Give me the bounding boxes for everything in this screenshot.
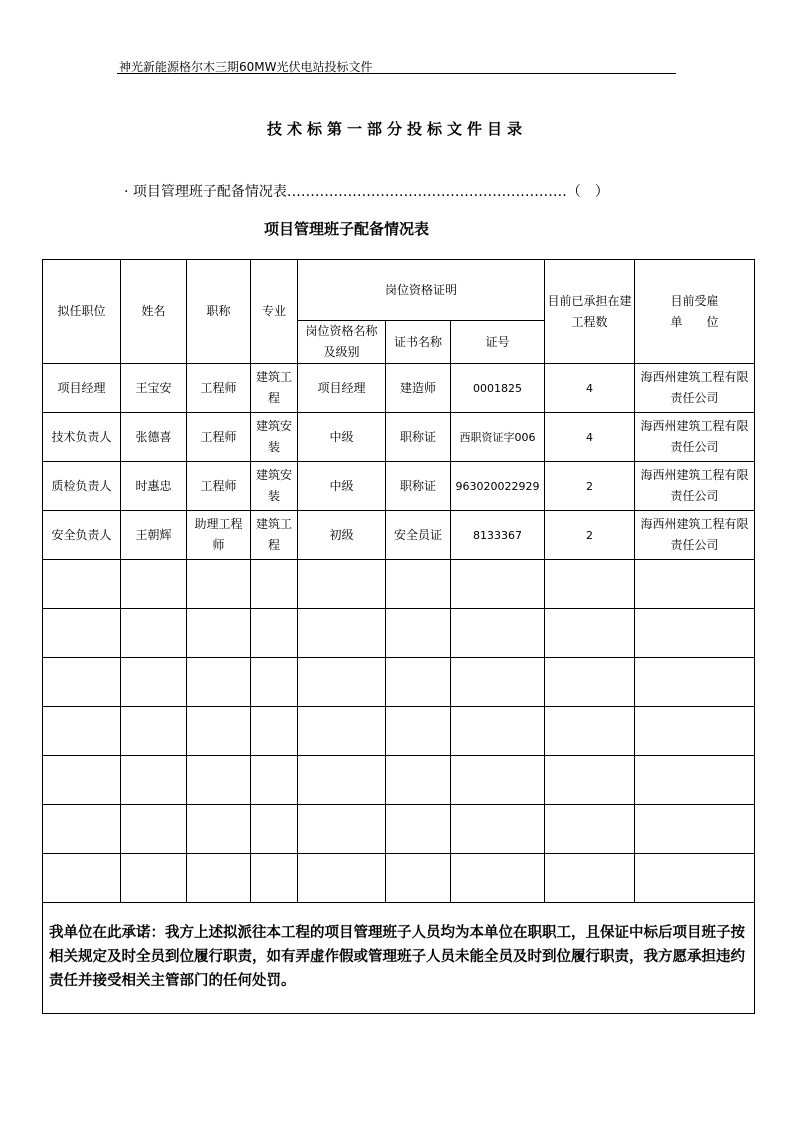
cell-name: 张德喜 [121,413,187,462]
header-rule [117,73,676,74]
cell-position: 质检负责人 [43,462,121,511]
cell-title: 工程师 [187,462,251,511]
cell-name: 时惠忠 [121,462,187,511]
cell-employer: 海西州建筑工程有限责任公司 [635,511,755,560]
cell-title: 工程师 [187,364,251,413]
document-header: 神光新能源格尔木三期60MW光伏电站投标文件 [119,60,373,74]
empty-row [43,854,755,903]
cell-employer: 海西州建筑工程有限责任公司 [635,413,755,462]
cell-name: 王宝安 [121,364,187,413]
promise-row [43,903,755,1014]
cell-position: 项目经理 [43,364,121,413]
table-row [43,364,755,413]
cell-projects: 4 [545,413,635,462]
table-row [43,462,755,511]
cell-cert-name: 建造师 [386,364,451,413]
empty-row [43,707,755,756]
cell-cert-no: 0001825 [451,364,545,413]
empty-row [43,805,755,854]
header-cert-no: 证号 [451,321,545,364]
cell-name: 王朝辉 [121,511,187,560]
header-name: 姓名 [121,260,187,364]
cell-title: 助理工程师 [187,511,251,560]
cell-major: 建筑工程 [251,511,298,560]
cell-qual-level: 中级 [298,462,386,511]
header-major: 专业 [251,260,298,364]
empty-row [43,658,755,707]
cell-cert-name: 安全员证 [386,511,451,560]
cell-qual-level: 初级 [298,511,386,560]
cell-title: 工程师 [187,413,251,462]
empty-row [43,560,755,609]
header-position: 拟任职位 [43,260,121,364]
empty-row [43,609,755,658]
toc-entry: · 项目管理班子配备情况表……………………………………………………（ ） [124,184,609,200]
document-title: 技术标第一部分投标文件目录 [266,120,527,138]
cell-qual-level: 中级 [298,413,386,462]
cell-cert-no: 963020022929 [451,462,545,511]
table-row [43,511,755,560]
cell-qual-level: 项目经理 [298,364,386,413]
cell-employer: 海西州建筑工程有限责任公司 [635,364,755,413]
header-projects: 目前已承担在建工程数 [545,260,635,364]
cell-major: 建筑安装 [251,462,298,511]
header-cert-name: 证书名称 [386,321,451,364]
promise-statement: 我单位在此承诺：我方上述拟派往本工程的项目管理班子人员均为本单位在职职工，且保证中标后项目班子按相关规定及时全员到位履行职责，如有弄虚作假或管理班子人员未能全员及时到位履行职责，我方愿承担违约责任并接受相关主管部门的任何处罚。 [43,903,755,1014]
header-qualification: 岗位资格证明 [298,260,545,321]
empty-row [43,756,755,805]
cell-projects: 4 [545,364,635,413]
header-employer: 目前受雇 单 位 [635,260,755,364]
header-title: 职称 [187,260,251,364]
cell-cert-no: 8133367 [451,511,545,560]
cell-cert-no: 西职资证字006 [451,413,545,462]
table-row [43,413,755,462]
staff-table [42,259,755,1014]
header-qual-name-level: 岗位资格名称及级别 [298,321,386,364]
cell-projects: 2 [545,511,635,560]
cell-position: 技术负责人 [43,413,121,462]
cell-cert-name: 职称证 [386,413,451,462]
cell-employer: 海西州建筑工程有限责任公司 [635,462,755,511]
cell-position: 安全负责人 [43,511,121,560]
cell-cert-name: 职称证 [386,462,451,511]
table-title: 项目管理班子配备情况表 [264,220,430,238]
table-header-row [43,260,755,321]
cell-projects: 2 [545,462,635,511]
cell-major: 建筑安装 [251,413,298,462]
cell-major: 建筑工程 [251,364,298,413]
